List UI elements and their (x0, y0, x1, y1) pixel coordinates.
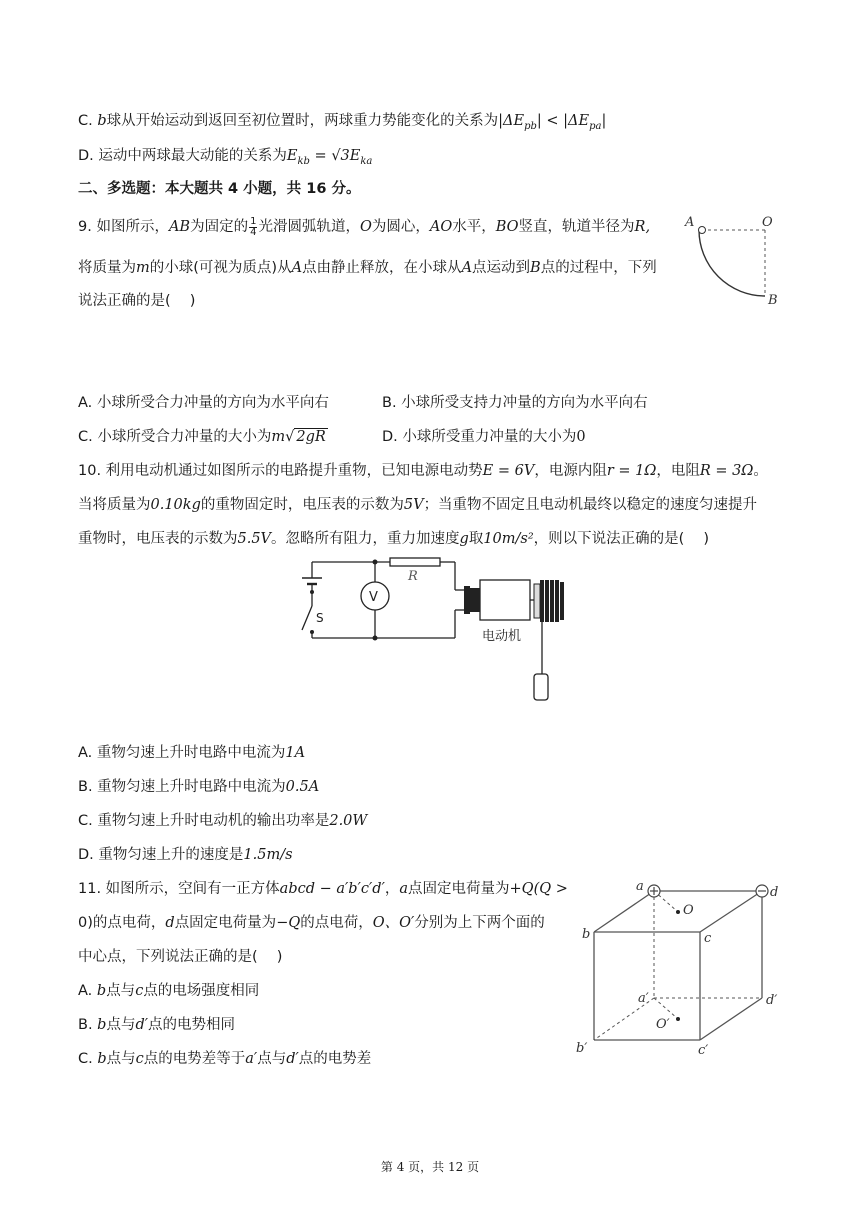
motor-label: 电动机 (482, 629, 522, 644)
q11-option-a: A. b点与c点的电场强度相同 (78, 983, 260, 999)
q8-option-d: D. 运动中两球最大动能的关系为$E_{kb} = √3E_{ka}$ (78, 148, 373, 167)
label-c-prime: c′ (698, 1043, 709, 1058)
q11-line-1: 11. 如图所示，空间有一正方体abcd − a′b′c′d′，a点固定电荷量为+Q(Q > (78, 881, 568, 897)
q10-option-a: A. 重物匀速上升时电路中电流为1A (78, 745, 306, 761)
label-c: c (704, 931, 712, 946)
section-heading-multiple-choice: 二、多选题：本大题共 4 小题，共 16 分。 (78, 181, 361, 197)
q9-line-1: 9. 如图所示，AB为固定的 $\frac{1}{4}$ 光滑圆弧轨道，O为圆心，AO水平，BO竖直，轨道半径为R, (78, 215, 651, 238)
label-d-prime: d′ (766, 993, 778, 1008)
q9-option-d: D. 小球所受重力冲量的大小为0 (382, 429, 586, 445)
q9-line-2: 将质量为m的小球(可视为质点)从A点由静止释放，在小球从A点运动到B点的过程中，下列 (78, 260, 657, 276)
q11-option-b: B. b点与d′点的电势相同 (78, 1017, 236, 1033)
q10-line-3: 重物时，电压表的示数为5.5V。忽略所有阻力，重力加速度g取10m/s²，则以下说法正确的是( ) (78, 531, 710, 547)
label-d: d (770, 885, 779, 900)
q9-arc-track-figure (680, 208, 790, 312)
q11-option-c: C. b点与c点的电势差等于a′点与d′点的电势差 (78, 1051, 372, 1067)
label-b-prime: b′ (576, 1041, 588, 1056)
label-A: A (685, 215, 695, 230)
q11-line-2: 0)的点电荷，d点固定电荷量为−Q的点电荷，O、O′分别为上下两个面的 (78, 915, 545, 931)
q9-line-3: 说法正确的是( ) (78, 293, 196, 309)
q10-option-c: C. 重物匀速上升时电动机的输出功率是2.0W (78, 813, 368, 829)
q11-line-3: 中心点，下列说法正确的是( ) (78, 949, 283, 965)
label-b: b (582, 927, 591, 942)
switch-label: S (316, 611, 324, 625)
label-a: a (636, 879, 644, 894)
label-R: R (408, 569, 418, 584)
q9-option-b: B. 小球所受支持力冲量的方向为水平向右 (382, 395, 648, 411)
q10-line-1: 10. 利用电动机通过如图所示的电路提升重物，已知电源电动势E = 6V，电源内阻r = 1Ω，电阻R = 3Ω。 (78, 463, 768, 479)
q10-line-2: 当将质量为0.10kg的重物固定时，电压表的示数为5V；当重物不固定且电动机最终以稳定的速度匀速提升 (78, 497, 758, 513)
q9-option-c: C. 小球所受合力冲量的大小为m√ 2gR (78, 429, 326, 445)
fraction-quarter: $\frac{1}{4}$ (250, 215, 257, 238)
q10-option-b: B. 重物匀速上升时电路中电流为0.5A (78, 779, 320, 795)
q8-option-c: C. b球从开始运动到返回至初位置时，两球重力势能变化的关系为$|\Delta E_{pb}| < |\Delta E_{pa}|$ (78, 113, 607, 132)
q9-option-a: A. 小球所受合力冲量的方向为水平向右 (78, 395, 329, 411)
voltmeter-label: V (369, 590, 378, 605)
label-O: O (762, 215, 773, 230)
q10-option-d: D. 重物匀速上升的速度是1.5m/s (78, 847, 293, 863)
label-a-prime: a′ (638, 991, 649, 1006)
label-O-prime: O′ (656, 1017, 670, 1032)
q10-circuit-figure (290, 548, 590, 706)
label-O: O (683, 903, 694, 918)
q11-cube-figure (570, 876, 780, 1066)
page-footer: 第 4 页，共 12 页 (380, 1160, 480, 1174)
label-B: B (768, 293, 778, 308)
